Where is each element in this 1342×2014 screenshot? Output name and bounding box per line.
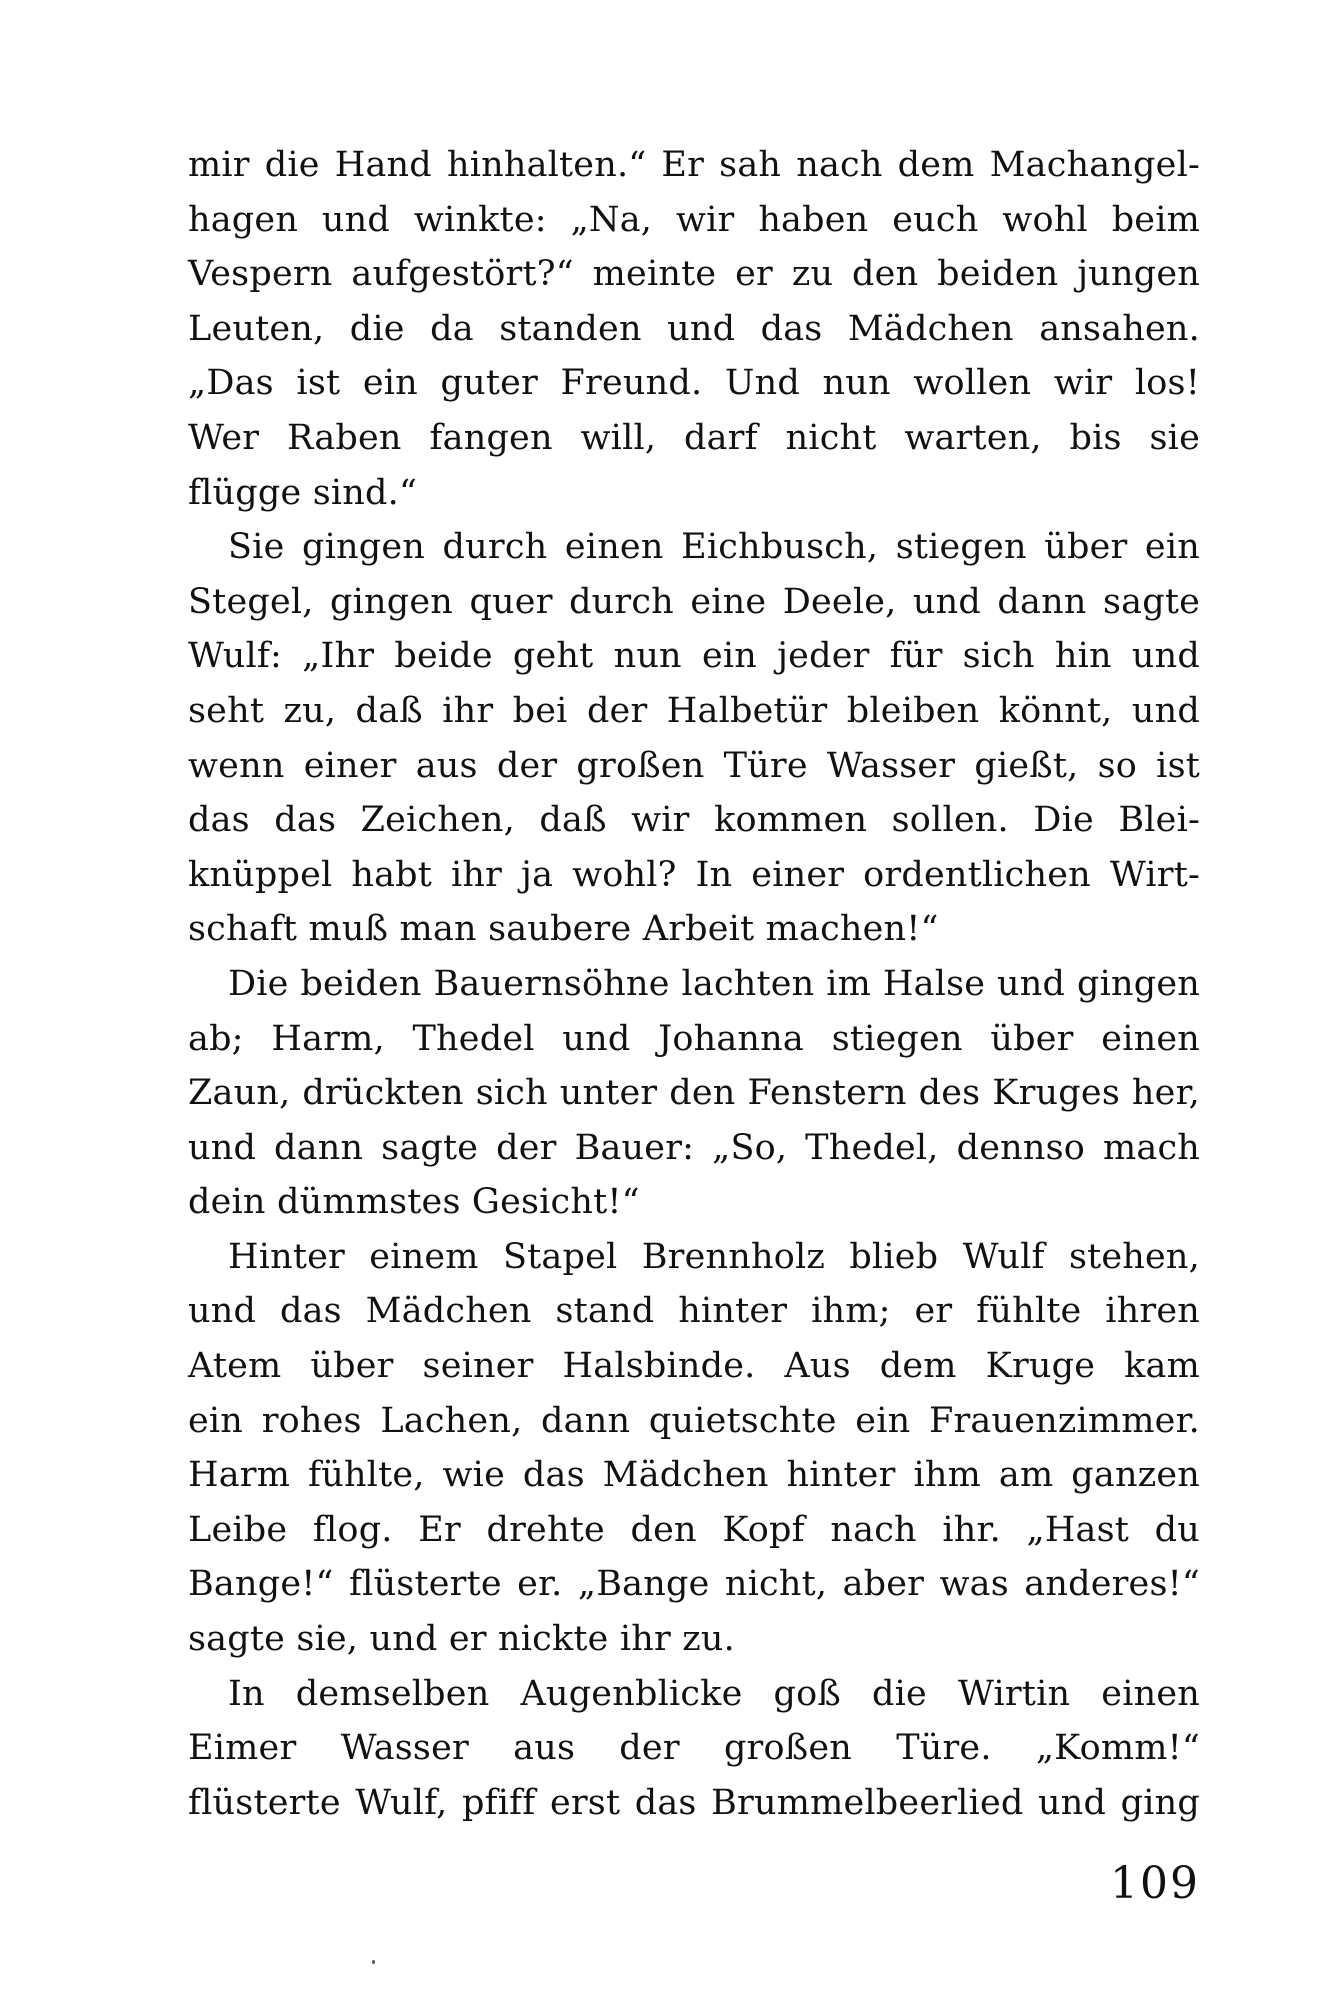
text-line: das das Zeichen, daß wir kommen sollen. Die Blei- bbox=[188, 800, 1200, 841]
text-line: In demselben Augenblicke goß die Wirtin einen bbox=[228, 1673, 1200, 1714]
text-line: Stegel, gingen quer durch eine Deele, und dann sagte bbox=[188, 581, 1200, 622]
text-line: schaft muß man saubere Arbeit machen!“ bbox=[188, 909, 939, 950]
body-text bbox=[188, 138, 1200, 1830]
text-line: wenn einer aus der großen Türe Wasser gießt, so ist bbox=[188, 745, 1200, 786]
text-line: ein rohes Lachen, dann quietschte ein Frauenzimmer. bbox=[188, 1400, 1200, 1441]
text-line: Sie gingen durch einen Eichbusch, stiegen über ein bbox=[228, 527, 1200, 568]
text-line: Zaun, drückten sich unter den Fenstern des Kruges her, bbox=[188, 1073, 1200, 1114]
text-line: und das Mädchen stand hinter ihm; er fühlte ihren bbox=[188, 1291, 1200, 1332]
text-line: Leibe flog. Er drehte den Kopf nach ihr. „Hast du bbox=[188, 1509, 1200, 1550]
text-line: knüppel habt ihr ja wohl? In einer ordentlichen Wirt- bbox=[188, 854, 1200, 895]
text-line: Harm fühlte, wie das Mädchen hinter ihm am ganzen bbox=[188, 1455, 1200, 1496]
text-line: flüsterte Wulf, pfiff erst das Brummelbeerlied und ging bbox=[188, 1782, 1200, 1823]
text-line: dein dümmstes Gesicht!“ bbox=[188, 1182, 640, 1223]
text-line: Eimer Wasser aus der großen Türe. „Komm!“ bbox=[188, 1728, 1200, 1769]
text-line: Wer Raben fangen will, darf nicht warten, bis sie bbox=[188, 417, 1200, 458]
text-line: Atem über seiner Halsbinde. Aus dem Kruge kam bbox=[188, 1346, 1200, 1387]
text-line: Vespern aufgestört?“ meinte er zu den beiden jungen bbox=[188, 254, 1200, 295]
text-line: Hinter einem Stapel Brennholz blieb Wulf stehen, bbox=[228, 1236, 1200, 1277]
text-line: hagen und winkte: „Na, wir haben euch wohl beim bbox=[188, 199, 1200, 240]
text-line: und dann sagte der Bauer: „So, Thedel, dennso mach bbox=[188, 1127, 1200, 1168]
text-line: ab; Harm, Thedel und Johanna stiegen über einen bbox=[188, 1018, 1200, 1059]
text-line: „Das ist ein guter Freund. Und nun wollen wir los! bbox=[188, 363, 1200, 404]
text-line: Bange!“ flüsterte er. „Bange nicht, aber was anderes!“ bbox=[188, 1564, 1200, 1605]
text-line: Wulf: „Ihr beide geht nun ein jeder für sich hin und bbox=[188, 636, 1200, 677]
text-line: flügge sind.“ bbox=[188, 472, 418, 513]
text-line: sagte sie, und er nickte ihr zu. bbox=[188, 1619, 735, 1660]
text-line: mir die Hand hinhalten.“ Er sah nach dem Machangel- bbox=[188, 145, 1200, 185]
text-line: Leuten, die da standen und das Mädchen ansahen. bbox=[188, 308, 1200, 349]
text-line: Die beiden Bauernsöhne lachten im Halse und gingen bbox=[228, 963, 1200, 1004]
print-speck bbox=[372, 1960, 375, 1964]
text-line: seht zu, daß ihr bei der Halbetür bleiben könnt, und bbox=[188, 690, 1200, 731]
page-number: 109 bbox=[1110, 1858, 1200, 1909]
